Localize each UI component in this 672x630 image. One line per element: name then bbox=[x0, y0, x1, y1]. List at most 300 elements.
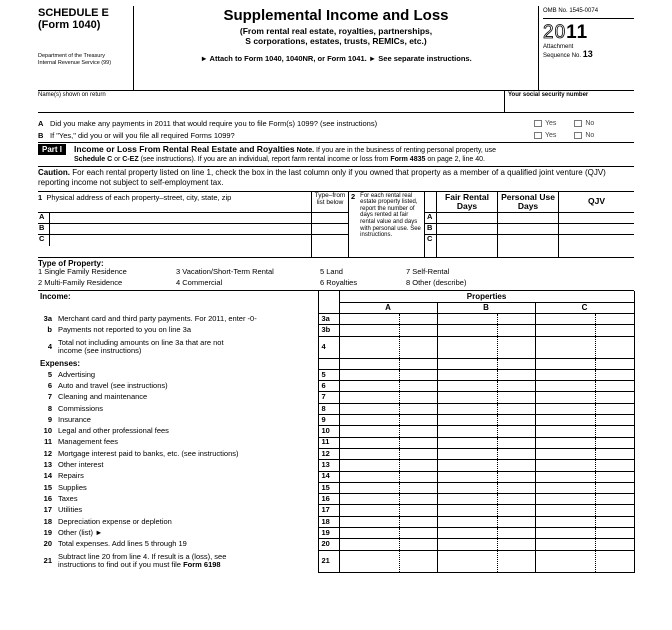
expense-6-c-cents[interactable] bbox=[595, 381, 634, 392]
expense-12-b[interactable] bbox=[437, 448, 497, 459]
expense-line-box: 7 bbox=[318, 392, 339, 403]
line-21-text bbox=[56, 550, 318, 572]
line-3a-c[interactable] bbox=[535, 313, 595, 324]
expense-17-b[interactable] bbox=[437, 505, 497, 516]
expense-14-a[interactable] bbox=[339, 471, 399, 482]
question-a-answers bbox=[534, 120, 634, 128]
expense-11-a-cents[interactable] bbox=[399, 437, 437, 448]
expense-number: 13 bbox=[43, 460, 52, 470]
expense-10-b-cents[interactable] bbox=[497, 426, 535, 437]
expense-5-a-cents[interactable] bbox=[399, 369, 437, 380]
expense-17-c-cents[interactable] bbox=[595, 505, 634, 516]
expense-lines bbox=[38, 369, 634, 550]
line-4-b[interactable] bbox=[437, 336, 497, 358]
expense-11-b-cents[interactable] bbox=[497, 437, 535, 448]
expense-line-5 bbox=[38, 369, 634, 380]
expenses-title-b-cents bbox=[497, 358, 535, 369]
expense-7-c-cents[interactable] bbox=[595, 392, 634, 403]
line-3a-box: 3a bbox=[318, 313, 339, 324]
expense-18-b-cents[interactable] bbox=[497, 516, 535, 527]
expense-18-a-cents[interactable] bbox=[399, 516, 437, 527]
expense-19-a-cents[interactable] bbox=[399, 528, 437, 539]
expense-20-c-cents[interactable] bbox=[595, 539, 634, 550]
expense-9-c-cents[interactable] bbox=[595, 415, 634, 426]
expense-description: Insurance bbox=[58, 414, 91, 424]
type-1: 1 Single Family Residence bbox=[38, 266, 127, 276]
line-3b-a[interactable] bbox=[339, 325, 399, 336]
personal-use-column bbox=[497, 192, 558, 257]
expense-15-c-cents[interactable] bbox=[595, 482, 634, 493]
part-1-tag: Part I bbox=[38, 144, 66, 155]
line-2-text: For each rental real estate property listed, report the number of days rented at fair rental value and days with personal use. See instructions. bbox=[360, 192, 421, 239]
expense-number: 18 bbox=[43, 516, 52, 526]
expense-12-c-cents[interactable] bbox=[595, 448, 634, 459]
property-col-c: C bbox=[535, 302, 634, 313]
expense-12-c[interactable] bbox=[535, 448, 595, 459]
tax-year-decade: 11 bbox=[566, 21, 589, 43]
expense-line-box: 6 bbox=[318, 381, 339, 392]
expense-6-b-cents[interactable] bbox=[497, 381, 535, 392]
expense-number: 15 bbox=[43, 482, 52, 492]
expense-description: Commissions bbox=[58, 403, 104, 413]
qjv-column bbox=[558, 192, 634, 257]
expense-17-b-cents[interactable] bbox=[497, 505, 535, 516]
expense-14-c[interactable] bbox=[535, 471, 595, 482]
personal-use-b[interactable] bbox=[498, 224, 558, 235]
property-types bbox=[38, 259, 634, 291]
personal-use-header: Personal Use Days bbox=[498, 192, 558, 213]
form-header bbox=[38, 6, 634, 91]
expense-6-a[interactable] bbox=[339, 381, 399, 392]
line-21-b[interactable] bbox=[437, 550, 497, 572]
question-b bbox=[38, 131, 634, 141]
properties-header: Properties bbox=[339, 291, 634, 302]
expense-8-c[interactable] bbox=[535, 403, 595, 414]
days-row-c-label: C bbox=[427, 233, 433, 243]
question-a-no-label: No bbox=[585, 120, 595, 128]
expense-line-box: 17 bbox=[318, 505, 339, 516]
expense-18-a[interactable] bbox=[339, 516, 399, 527]
line-3b-c[interactable] bbox=[535, 325, 595, 336]
line-21 bbox=[38, 550, 634, 572]
address-row-b[interactable] bbox=[38, 224, 311, 235]
expense-number: 12 bbox=[43, 448, 52, 458]
expense-11-b[interactable] bbox=[437, 437, 497, 448]
question-a-text: Did you make any payments in 2011 that would require you to file Form(s) 1099? (see instructions) bbox=[50, 118, 378, 128]
expense-description: Cleaning and maintenance bbox=[58, 392, 148, 402]
expense-16-a-cents[interactable] bbox=[399, 494, 437, 505]
expense-description: Legal and other professional fees bbox=[58, 426, 169, 436]
expense-line-box: 14 bbox=[318, 471, 339, 482]
caution-label: Caution. bbox=[38, 167, 70, 177]
expense-14-c-cents[interactable] bbox=[595, 471, 634, 482]
checkbox-icon bbox=[574, 132, 582, 139]
expense-10-c-cents[interactable] bbox=[595, 426, 634, 437]
properties-columns-spacer bbox=[38, 302, 318, 313]
form-subtitle-2: S corporations, estates, trusts, REMICs, etc.) bbox=[245, 36, 427, 47]
expense-19-a[interactable] bbox=[339, 528, 399, 539]
title-block bbox=[134, 6, 538, 90]
line-21-b-cents[interactable] bbox=[497, 550, 535, 572]
line-21-a[interactable] bbox=[339, 550, 399, 572]
irs-name: Internal Revenue Service (99) bbox=[38, 59, 112, 66]
expense-5-b[interactable] bbox=[437, 369, 497, 380]
qjv-header: QJV bbox=[559, 192, 634, 213]
question-a-letter: A bbox=[38, 118, 44, 128]
caution-body: For each rental property listed on line 1, check the box in the last column only if you owned that property as a member of a qualified joint venture (QJV) reporting income not subject to self-employment tax. bbox=[38, 167, 606, 188]
line-3b-c-cents[interactable] bbox=[595, 325, 634, 336]
expense-description: Other (list) ► bbox=[58, 527, 103, 537]
expense-number: 14 bbox=[43, 471, 52, 481]
expense-15-a[interactable] bbox=[339, 482, 399, 493]
fair-rental-column bbox=[436, 192, 497, 257]
line-3a-number: 3a bbox=[43, 313, 52, 323]
expense-13-b-cents[interactable] bbox=[497, 460, 535, 471]
expenses-title-b bbox=[437, 358, 497, 369]
line-1-number: 1 bbox=[38, 192, 43, 202]
schedule-c-ref: Schedule C bbox=[74, 156, 113, 164]
expense-description: Taxes bbox=[58, 493, 78, 503]
expense-description: Total expenses. Add lines 5 through 19 bbox=[58, 539, 187, 549]
expense-line-14 bbox=[38, 471, 634, 482]
expense-line-20 bbox=[38, 539, 634, 550]
expense-line-8 bbox=[38, 403, 634, 414]
expense-line-box: 5 bbox=[318, 369, 339, 380]
line-21-box: 21 bbox=[318, 550, 339, 572]
expense-7-a-cents[interactable] bbox=[399, 392, 437, 403]
line-4-text bbox=[56, 336, 318, 358]
expense-description: Supplies bbox=[58, 482, 87, 492]
expense-7-a[interactable] bbox=[339, 392, 399, 403]
expense-20-c[interactable] bbox=[535, 539, 595, 550]
question-a bbox=[38, 119, 634, 129]
expense-13-c-cents[interactable] bbox=[595, 460, 634, 471]
sequence-value: 13 bbox=[582, 49, 593, 60]
expense-16-c[interactable] bbox=[535, 494, 595, 505]
expense-9-c[interactable] bbox=[535, 415, 595, 426]
address-header bbox=[38, 192, 311, 213]
expense-line-15 bbox=[38, 482, 634, 493]
omb-number: OMB No. 1545-0074 bbox=[543, 6, 634, 19]
expense-7-c[interactable] bbox=[535, 392, 595, 403]
expense-number: 19 bbox=[43, 527, 52, 537]
sequence-label: Sequence No. bbox=[543, 53, 582, 60]
expense-description: Mortgage interest paid to banks, etc. (see instructions) bbox=[58, 448, 239, 458]
line-4-a-cents[interactable] bbox=[399, 336, 437, 358]
expense-number: 9 bbox=[47, 414, 52, 424]
address-row-a[interactable] bbox=[38, 213, 311, 224]
type-row-a[interactable] bbox=[312, 213, 348, 224]
expense-14-a-cents[interactable] bbox=[399, 471, 437, 482]
line-3b bbox=[38, 325, 634, 336]
expense-10-a-cents[interactable] bbox=[399, 426, 437, 437]
fair-rental-a[interactable] bbox=[437, 213, 497, 224]
income-title: Income: bbox=[40, 291, 71, 301]
part-1-note-2: (see instructions). If you are an individual, report farm rental income or loss from bbox=[140, 156, 389, 164]
expense-7-b-cents[interactable] bbox=[497, 392, 535, 403]
expense-13-c[interactable] bbox=[535, 460, 595, 471]
expense-line-19 bbox=[38, 528, 634, 539]
line-4-text-2: income (see instructions) bbox=[58, 346, 142, 356]
expense-15-c[interactable] bbox=[535, 482, 595, 493]
part-1-text bbox=[74, 144, 496, 165]
question-b-text: If "Yes," did you or will you file all required Forms 1099? bbox=[50, 130, 235, 140]
expense-20-a[interactable] bbox=[339, 539, 399, 550]
question-a-yes[interactable] bbox=[534, 120, 564, 127]
expense-18-b[interactable] bbox=[437, 516, 497, 527]
line-21-number: 21 bbox=[43, 555, 52, 565]
expense-10-b[interactable] bbox=[437, 426, 497, 437]
expense-20-b-cents[interactable] bbox=[497, 539, 535, 550]
expense-line-16 bbox=[38, 494, 634, 505]
expense-description: Management fees bbox=[58, 437, 119, 447]
part-1-note: If you are in the business of renting personal property, use bbox=[316, 147, 497, 154]
expenses-title-row bbox=[38, 358, 634, 369]
expense-number: 6 bbox=[47, 380, 52, 390]
expense-11-a[interactable] bbox=[339, 437, 399, 448]
expense-17-a[interactable] bbox=[339, 505, 399, 516]
qjv-c[interactable] bbox=[559, 235, 634, 246]
expense-5-a[interactable] bbox=[339, 369, 399, 380]
property-col-a: A bbox=[339, 302, 437, 313]
expense-number: 11 bbox=[44, 437, 52, 447]
line-4-c[interactable] bbox=[535, 336, 595, 358]
expense-13-a[interactable] bbox=[339, 460, 399, 471]
expense-line-box: 18 bbox=[318, 516, 339, 527]
expense-9-b-cents[interactable] bbox=[497, 415, 535, 426]
expense-15-b[interactable] bbox=[437, 482, 497, 493]
expense-description: Advertising bbox=[58, 369, 96, 379]
expense-description: Depreciation expense or depletion bbox=[58, 516, 172, 526]
days-row-labels bbox=[424, 192, 436, 257]
type-row-b[interactable] bbox=[312, 224, 348, 235]
expense-17-c[interactable] bbox=[535, 505, 595, 516]
line-21-text-1: Subtract line 20 from line 4. If result is a (loss), see bbox=[58, 551, 227, 561]
type-column bbox=[311, 192, 348, 257]
line-3b-text: Payments not reported to you on line 3a bbox=[58, 325, 192, 335]
form-4835-ref: Form 4835 bbox=[390, 156, 426, 164]
expense-20-a-cents[interactable] bbox=[399, 539, 437, 550]
expense-line-box: 8 bbox=[318, 403, 339, 414]
part-1-title: Income or Loss From Rental Real Estate and Royalties bbox=[74, 144, 295, 154]
expense-number: 20 bbox=[43, 539, 52, 549]
expense-18-c-cents[interactable] bbox=[595, 516, 634, 527]
expense-16-a[interactable] bbox=[339, 494, 399, 505]
type-7: 7 Self-Rental bbox=[406, 266, 450, 276]
expense-9-a[interactable] bbox=[339, 415, 399, 426]
days-row-a-label: A bbox=[425, 213, 436, 224]
expenses-title-a-cents bbox=[399, 358, 437, 369]
expense-10-a[interactable] bbox=[339, 426, 399, 437]
expense-14-b-cents[interactable] bbox=[497, 471, 535, 482]
line-3b-b[interactable] bbox=[437, 325, 497, 336]
expense-line-11 bbox=[38, 437, 634, 448]
address-row-c[interactable] bbox=[38, 235, 311, 246]
caution-text bbox=[38, 167, 634, 192]
expense-9-b[interactable] bbox=[437, 415, 497, 426]
property-types-title: Type of Property: bbox=[38, 258, 104, 268]
line-21-c-cents[interactable] bbox=[595, 550, 634, 572]
form-subtitle-1: (From rental real estate, royalties, partnerships, bbox=[239, 26, 433, 37]
income-title-row bbox=[38, 291, 634, 302]
expense-16-c-cents[interactable] bbox=[595, 494, 634, 505]
expense-7-b[interactable] bbox=[437, 392, 497, 403]
line-3a-a-cents[interactable] bbox=[399, 313, 437, 324]
expenses-title-a bbox=[339, 358, 399, 369]
expense-9-a-cents[interactable] bbox=[399, 415, 437, 426]
expense-8-b[interactable] bbox=[437, 403, 497, 414]
expense-number: 8 bbox=[47, 403, 52, 413]
part-1-or: or bbox=[114, 156, 121, 164]
expense-line-box: 19 bbox=[318, 528, 339, 539]
question-b-letter: B bbox=[38, 130, 44, 140]
expense-19-b[interactable] bbox=[437, 528, 497, 539]
expenses-title: Expenses: bbox=[40, 359, 81, 369]
expense-17-a-cents[interactable] bbox=[399, 505, 437, 516]
days-row-labels-spacer bbox=[425, 192, 436, 213]
expense-10-c[interactable] bbox=[535, 426, 595, 437]
property-col-b: B bbox=[437, 302, 535, 313]
line-3a-a[interactable] bbox=[339, 313, 399, 324]
question-b-answers bbox=[534, 132, 634, 140]
address-column bbox=[38, 192, 311, 257]
expense-description: Utilities bbox=[58, 505, 83, 515]
line-2-instructions bbox=[348, 192, 424, 257]
expense-line-box: 12 bbox=[318, 448, 339, 459]
expense-19-c-cents[interactable] bbox=[595, 528, 634, 539]
line-4-a[interactable] bbox=[339, 336, 399, 358]
line-21-a-cents[interactable] bbox=[399, 550, 437, 572]
type-3: 3 Vacation/Short-Term Rental bbox=[176, 266, 274, 276]
line-21-c[interactable] bbox=[535, 550, 595, 572]
part-1-note-label: Note. bbox=[296, 147, 315, 154]
c-ez-ref: C-EZ bbox=[122, 156, 139, 164]
tax-year-century: 20 bbox=[543, 21, 567, 43]
days-row-b-label: B bbox=[425, 224, 436, 235]
expenses-title-spacer bbox=[318, 358, 339, 369]
expense-8-a[interactable] bbox=[339, 403, 399, 414]
form-number: (Form 1040) bbox=[38, 18, 101, 31]
expense-line-6 bbox=[38, 381, 634, 392]
form-6198-ref: Form 6198 bbox=[183, 560, 221, 570]
expense-16-b[interactable] bbox=[437, 494, 497, 505]
line-3a-text: Merchant card and third party payments. For 2011, enter -0- bbox=[58, 313, 257, 323]
personal-use-a[interactable] bbox=[498, 213, 558, 224]
expense-5-c[interactable] bbox=[535, 369, 595, 380]
type-row-c[interactable] bbox=[312, 235, 348, 246]
line-1-text: Physical address of each property–street, city, state, zip bbox=[46, 192, 232, 202]
expense-6-a-cents[interactable] bbox=[399, 381, 437, 392]
question-b-no[interactable] bbox=[574, 132, 602, 139]
expense-11-c-cents[interactable] bbox=[595, 437, 634, 448]
line-4-c-cents[interactable] bbox=[595, 336, 634, 358]
department-block bbox=[38, 53, 133, 66]
row-a-label: A bbox=[38, 213, 50, 223]
question-b-yes-label: Yes bbox=[545, 132, 557, 140]
fair-rental-b[interactable] bbox=[437, 224, 497, 235]
checkbox-icon bbox=[574, 120, 582, 127]
expense-15-b-cents[interactable] bbox=[497, 482, 535, 493]
expense-18-c[interactable] bbox=[535, 516, 595, 527]
form-id-block bbox=[38, 6, 134, 90]
expense-8-c-cents[interactable] bbox=[595, 403, 634, 414]
property-types-row-2 bbox=[38, 279, 634, 290]
personal-use-c[interactable] bbox=[498, 235, 558, 246]
expense-16-b-cents[interactable] bbox=[497, 494, 535, 505]
fair-rental-c[interactable] bbox=[437, 235, 497, 246]
type-8: 8 Other (describe) bbox=[406, 277, 467, 287]
row-b-label: B bbox=[38, 224, 50, 234]
line-4-text-1: Total not including amounts on line 3a that are not bbox=[58, 337, 224, 347]
expense-8-a-cents[interactable] bbox=[399, 403, 437, 414]
question-b-yes[interactable] bbox=[534, 132, 564, 139]
name-field[interactable]: Name(s) shown on return bbox=[38, 92, 106, 98]
expense-line-box: 15 bbox=[318, 482, 339, 493]
expense-12-a-cents[interactable] bbox=[399, 448, 437, 459]
income-title-spacer bbox=[318, 291, 339, 302]
expense-14-b[interactable] bbox=[437, 471, 497, 482]
line-4-b-cents[interactable] bbox=[497, 336, 535, 358]
line-3a-c-cents[interactable] bbox=[595, 313, 634, 324]
expense-11-c[interactable] bbox=[535, 437, 595, 448]
ssn-field[interactable]: Your social security number bbox=[504, 91, 634, 112]
expense-15-a-cents[interactable] bbox=[399, 482, 437, 493]
question-a-no[interactable] bbox=[574, 120, 602, 127]
expense-description: Other interest bbox=[58, 460, 104, 470]
type-6: 6 Royalties bbox=[320, 277, 358, 287]
line-3a bbox=[38, 313, 634, 324]
type-5: 5 Land bbox=[320, 266, 343, 276]
expense-line-13 bbox=[38, 460, 634, 471]
properties-columns-row bbox=[38, 302, 634, 313]
line-4-number: 4 bbox=[47, 341, 52, 351]
form-title: Supplemental Income and Loss bbox=[223, 7, 449, 24]
expense-13-b[interactable] bbox=[437, 460, 497, 471]
expense-6-c[interactable] bbox=[535, 381, 595, 392]
sequence-number bbox=[543, 50, 634, 60]
tax-year bbox=[543, 22, 634, 44]
expense-5-b-cents[interactable] bbox=[497, 369, 535, 380]
property-grid bbox=[38, 192, 634, 258]
expense-number: 16 bbox=[43, 493, 52, 503]
line-3a-b[interactable] bbox=[437, 313, 497, 324]
line-3b-a-cents[interactable] bbox=[399, 325, 437, 336]
type-4: 4 Commercial bbox=[176, 277, 223, 287]
expense-13-a-cents[interactable] bbox=[399, 460, 437, 471]
expense-8-b-cents[interactable] bbox=[497, 403, 535, 414]
qjv-b[interactable] bbox=[559, 224, 634, 235]
line-3a-b-cents[interactable] bbox=[497, 313, 535, 324]
fair-rental-header: Fair Rental Days bbox=[437, 192, 497, 213]
line-3b-b-cents[interactable] bbox=[497, 325, 535, 336]
type-2: 2 Multi-Family Residence bbox=[38, 277, 123, 287]
question-a-yes-label: Yes bbox=[545, 120, 557, 128]
expense-6-b[interactable] bbox=[437, 381, 497, 392]
expense-20-b[interactable] bbox=[437, 539, 497, 550]
department-name: Department of the Treasury bbox=[38, 53, 105, 60]
line-4-box: 4 bbox=[318, 336, 339, 358]
expense-19-c[interactable] bbox=[535, 528, 595, 539]
attachment-label: Attachment bbox=[543, 43, 574, 50]
qjv-a[interactable] bbox=[559, 213, 634, 224]
properties-columns-line-cell bbox=[318, 302, 339, 313]
expense-line-17 bbox=[38, 505, 634, 516]
expense-19-b-cents[interactable] bbox=[497, 528, 535, 539]
part-1-note-3: on page 2, line 40. bbox=[427, 156, 485, 164]
expense-12-b-cents[interactable] bbox=[497, 448, 535, 459]
expense-5-c-cents[interactable] bbox=[595, 369, 634, 380]
expense-12-a[interactable] bbox=[339, 448, 399, 459]
